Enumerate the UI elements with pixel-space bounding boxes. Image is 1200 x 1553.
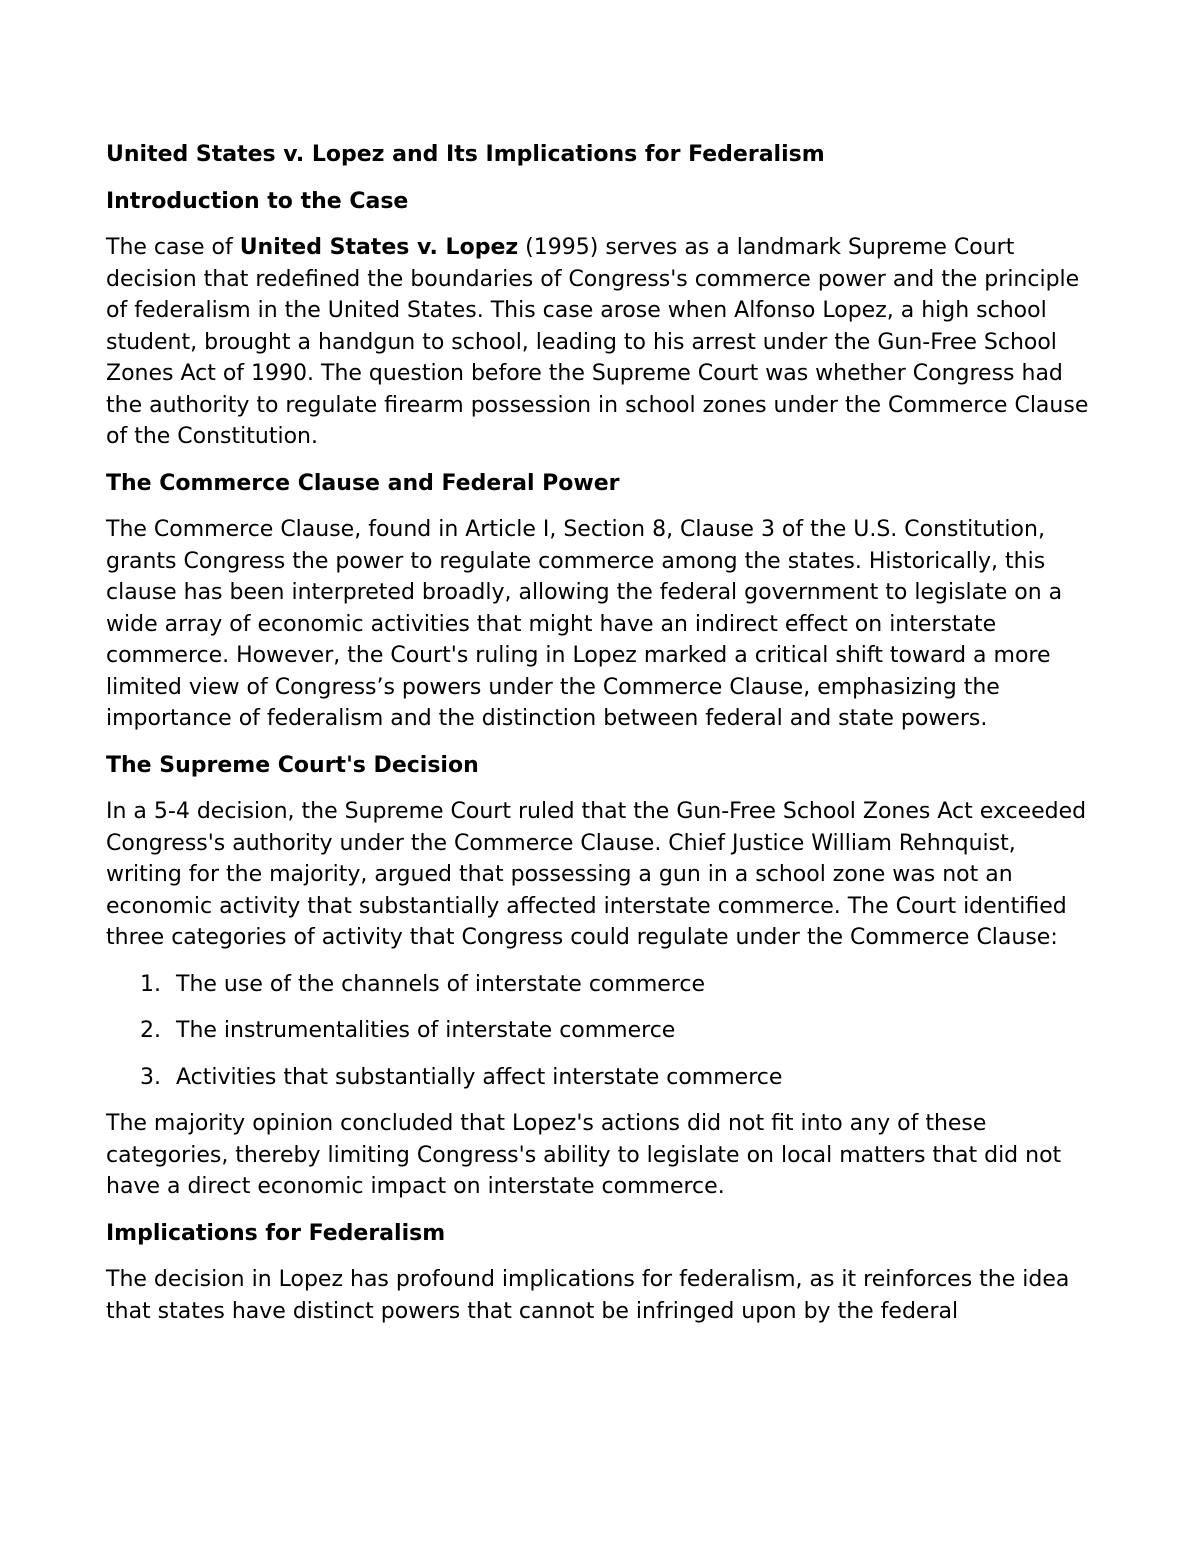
section-heading-introduction: Introduction to the Case bbox=[106, 188, 409, 214]
document-title: United States v. Lopez and Its Implications for Federalism bbox=[106, 142, 825, 167]
list-item bbox=[106, 969, 1096, 1001]
introduction-paragraph bbox=[106, 232, 1096, 453]
list-item-text: The use of the channels of interstate commerce bbox=[176, 971, 705, 997]
section-heading-decision: The Supreme Court's Decision bbox=[106, 752, 479, 778]
introduction-text-start: The case of bbox=[106, 235, 240, 260]
majority-opinion-paragraph: The majority opinion concluded that Lopez's actions did not fit into any of these categories, thereby limiting Congress's ability to legislate on local matters that did not have a direct economic impact on interstate commerce. bbox=[106, 1111, 1062, 1199]
document-content bbox=[106, 139, 1096, 1342]
decision-paragraph: In a 5-4 decision, the Supreme Court ruled that the Gun-Free School Zones Act exceeded Congress's authority under the Commerce Clause. Chief Justice William Rehnquist, writing for the majority, argued that possessing a gun in a school zone was not an economic activity that substantially affected interstate commerce. The Court identified three categories of activity that Congress could regulate under the Commerce Clause: bbox=[106, 799, 1087, 950]
list-item-text: Activities that substantially affect interstate commerce bbox=[176, 1064, 783, 1090]
section-heading-implications: Implications for Federalism bbox=[106, 1220, 446, 1246]
case-name-bold: United States v. Lopez bbox=[239, 235, 519, 260]
commerce-clause-paragraph: The Commerce Clause, found in Article I, Section 8, Clause 3 of the U.S. Constitution, grants Congress the power to regulate commerce among the states. Historically, this clause has been interpreted broadly, allowing the federal government to legislate on a wide array of economic activities that might have an indirect effect on interstate commerce. However, the Court's ruling in Lopez marked a critical shift toward a more limited view of Congress’s powers under the Commerce Clause, emphasizing the importance of federalism and the distinction between federal and state powers. bbox=[106, 517, 1063, 731]
list-item bbox=[106, 1015, 1096, 1047]
list-item-number: 2. bbox=[140, 1018, 161, 1043]
list-item-number: 1. bbox=[140, 971, 161, 997]
introduction-text-rest: (1995) serves as a landmark Supreme Court decision that redefined the boundaries of Congress's commerce power and the principle of federalism in the United States. This case arose when Alfonso Lopez, a high school student, brought a handgun to school, leading to his arrest under the Gun-Free School Zones Act of 1990. The question before the Supreme Court was whether Congress had the authority to regulate firearm possession in school zones under the Commerce Clause of the Constitution. bbox=[106, 235, 1089, 449]
implications-paragraph: The decision in Lopez has profound implications for federalism, as it reinforces the idea that states have distinct powers that cannot be infringed upon by the federal bbox=[106, 1267, 1070, 1324]
list-item bbox=[106, 1062, 1096, 1094]
list-item-text: The instrumentalities of interstate commerce bbox=[176, 1018, 676, 1043]
categories-list bbox=[106, 969, 1096, 1094]
list-item-number: 3. bbox=[140, 1064, 161, 1090]
section-heading-commerce-clause: The Commerce Clause and Federal Power bbox=[106, 470, 620, 496]
